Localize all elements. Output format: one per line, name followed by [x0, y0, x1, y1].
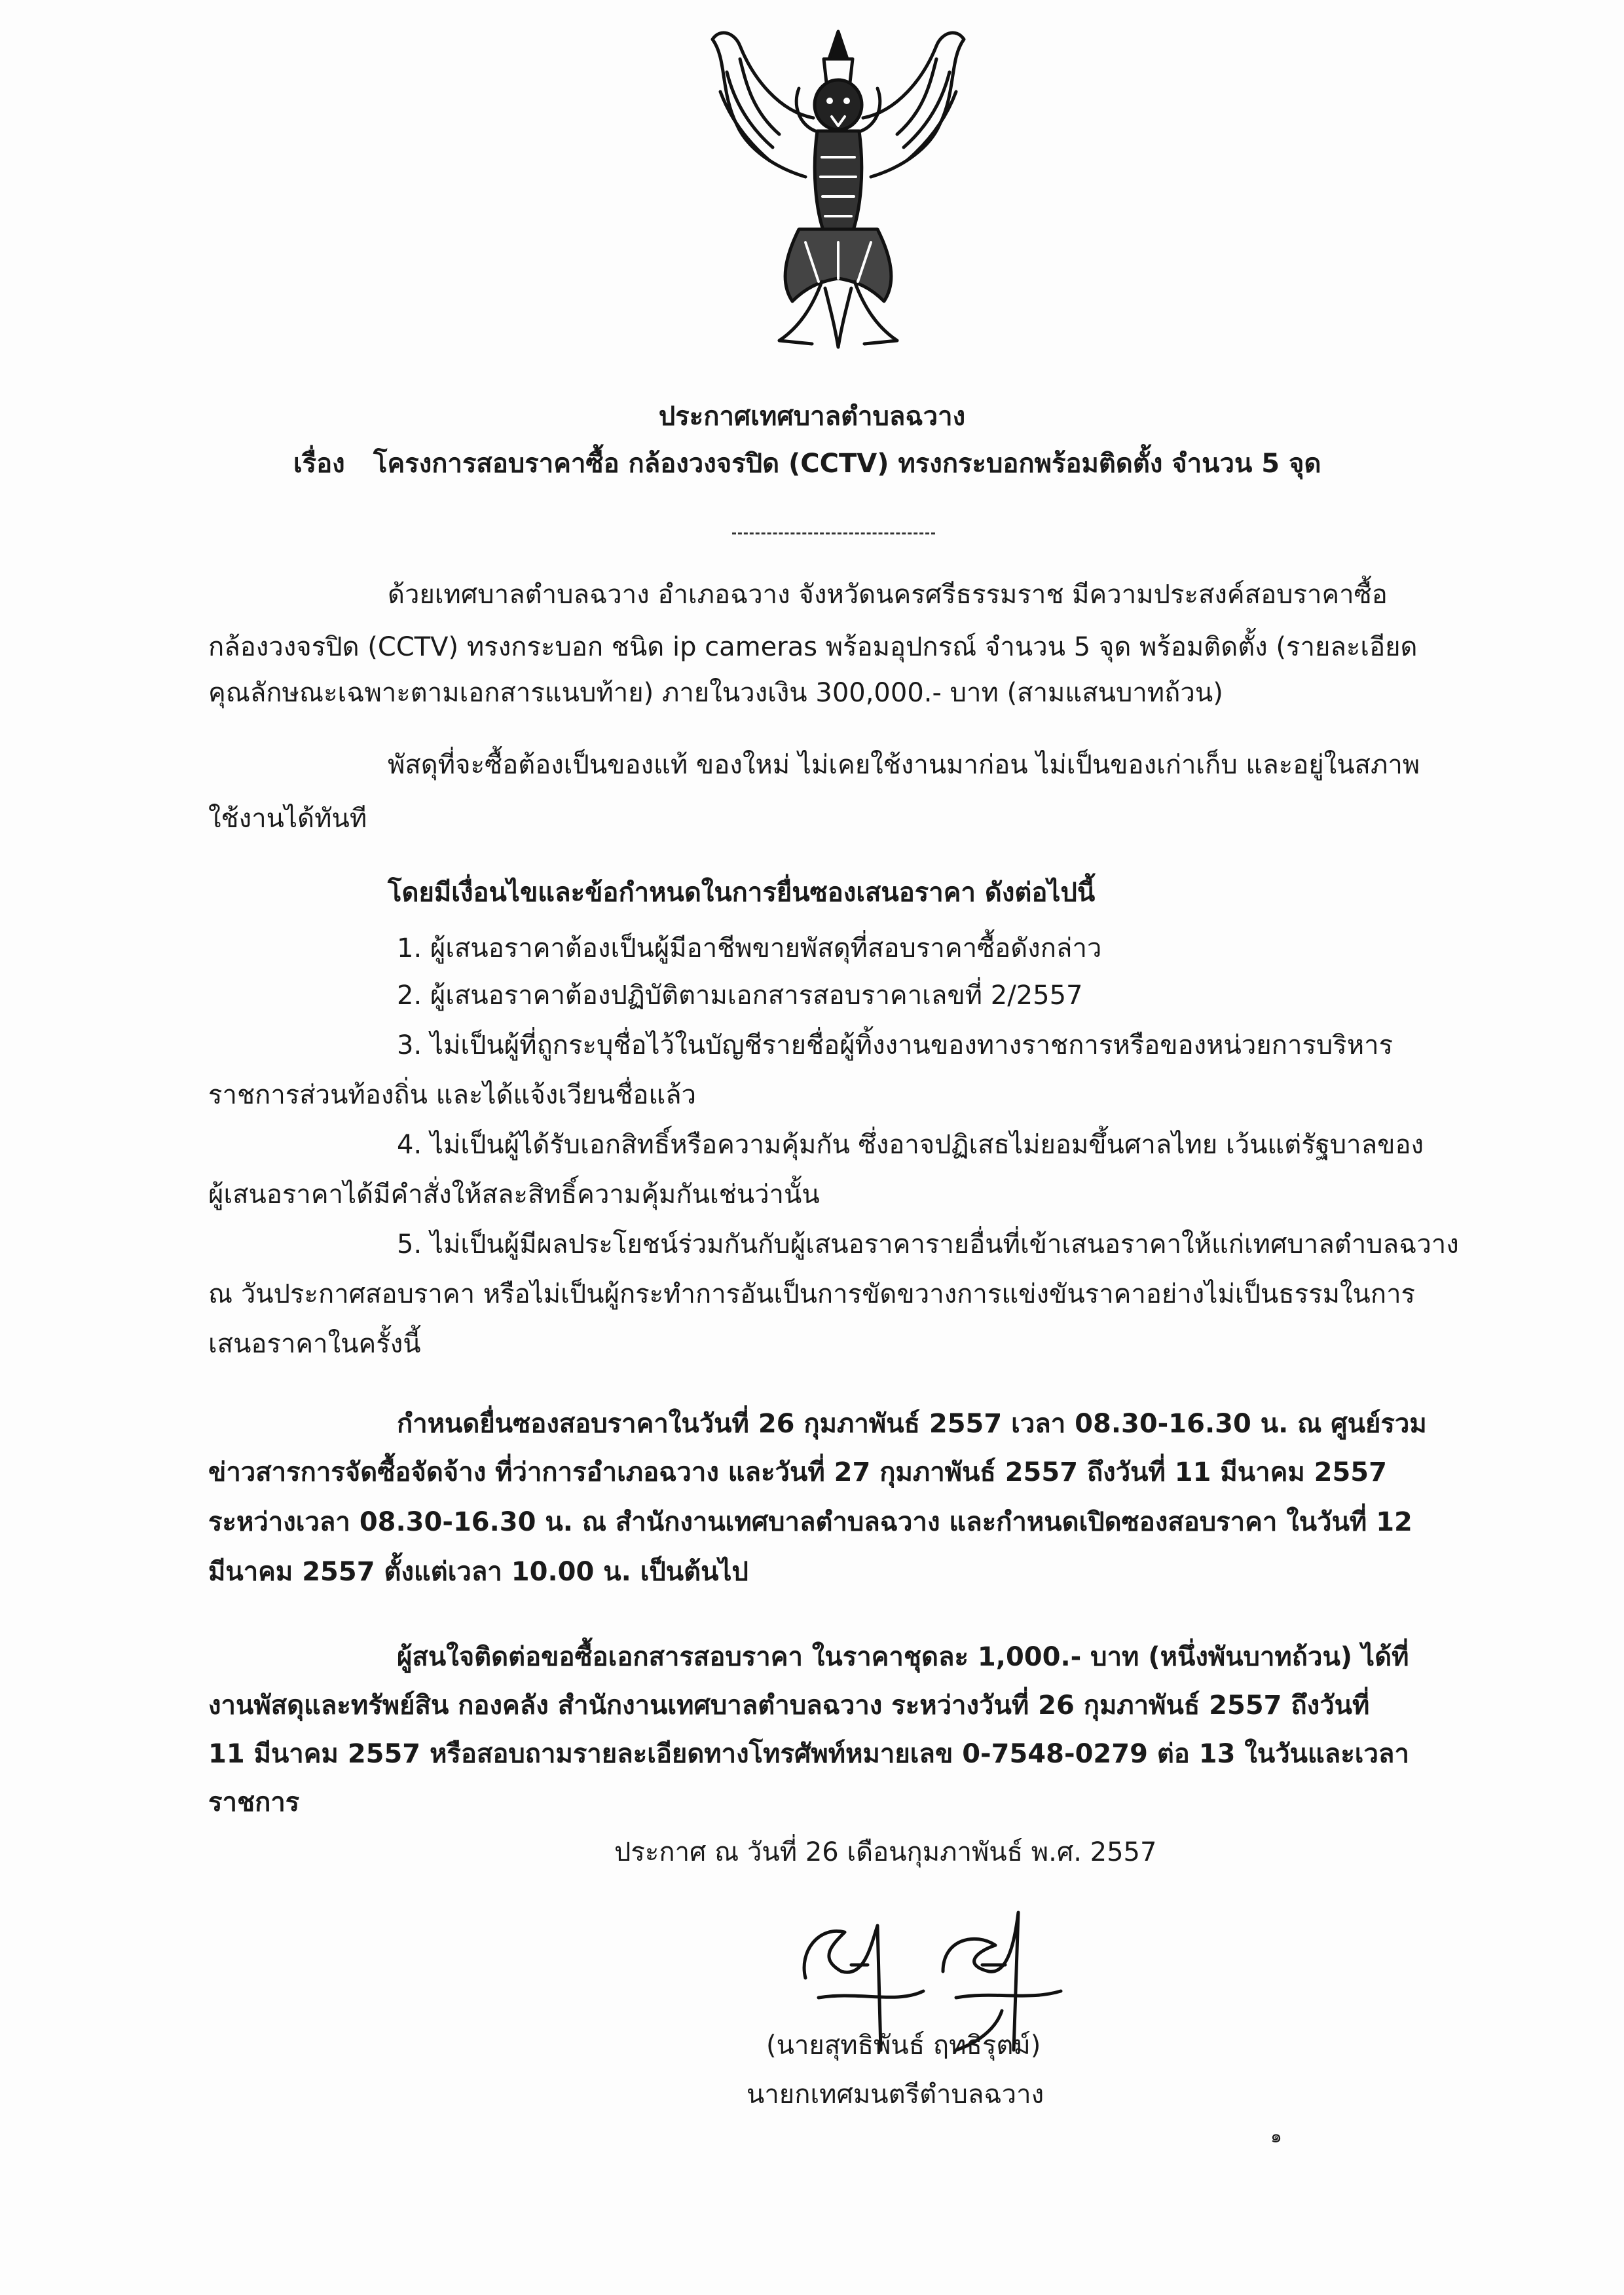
paragraph-line: คุณลักษณะเฉพาะตามเอกสารแนบท้าย) ภายในวงเงิน 300,000.- บาท (สามแสนบาทถ้วน) [208, 678, 1223, 708]
paragraph-line: ด้วยเทศบาลตำบลฉวาง อำเภอฉวาง จังหวัดนครศรีธรรมราช มีความประสงค์สอบราคาซื้อ [388, 580, 1388, 610]
signer-name: (นายสุทธิพันธ์ ฤทธิรุตม์) [766, 2030, 1041, 2061]
condition-item: 1. ผู้เสนอราคาต้องเป็นผู้มีอาชีพขายพัสดุที่สอบราคาซื้อดังกล่าว [397, 933, 1102, 963]
condition-item: 2. ผู้เสนอราคาต้องปฏิบัติตามเอกสารสอบราคาเลขที่ 2/2557 [397, 980, 1083, 1011]
subject-text: โครงการสอบราคาซื้อ กล้องวงจรปิด (CCTV) ทรงกระบอกพร้อมติดตั้ง จำนวน 5 จุด [373, 449, 1321, 479]
subject-label: เรื่อง [293, 449, 345, 479]
paragraph-line: กล้องวงจรปิด (CCTV) ทรงกระบอก ชนิด ip cameras พร้อมอุปกรณ์ จำนวน 5 จุด พร้อมติดตั้ง (รายละเอียด [208, 632, 1418, 662]
paragraph-line: พัสดุที่จะซื้อต้องเป็นของแท้ ของใหม่ ไม่เคยใช้งานมาก่อน ไม่เป็นของเก่าเก็บ และอยู่ในสภาพ [388, 750, 1420, 780]
contact-line: ราชการ [208, 1787, 300, 1818]
contact-line: งานพัสดุและทรัพย์สิน กองคลัง สำนักงานเทศบาลตำบลฉวาง ระหว่างวันที่ 26 กุมภาพันธ์ 2557 ถึงวันที่ [208, 1690, 1370, 1721]
contact-line: 11 มีนาคม 2557 หรือสอบถามรายละเอียดทางโทรศัพท์หมายเลข 0-7548-0279 ต่อ 13 ในวันและเวลา [208, 1739, 1409, 1769]
condition-item-continued: ณ วันประกาศสอบราคา หรือไม่เป็นผู้กระทำการอันเป็นการขัดขวางการแข่งขันราคาอย่างไม่เป็นธรรมในการ [208, 1279, 1416, 1309]
announcement-title: ประกาศเทศบาลตำบลฉวาง [658, 401, 966, 432]
condition-item: 5. ไม่เป็นผู้มีผลประโยชน์ร่วมกันกับผู้เสนอราคารายอื่นที่เข้าเสนอราคาให้แก่เทศบาลตำบลฉวาง [397, 1229, 1459, 1259]
header-divider [732, 532, 935, 534]
schedule-line: ข่าวสารการจัดซื้อจัดจ้าง ที่ว่าการอำเภอฉวาง และวันที่ 27 กุมภาพันธ์ 2557 ถึงวันที่ 11 มีนาคม 2557 [208, 1457, 1387, 1487]
condition-item-continued: ผู้เสนอราคาได้มีคำสั่งให้สละสิทธิ์ความคุ้มกันเช่นว่านั้น [208, 1180, 820, 1210]
conditions-heading: โดยมีเงื่อนไขและข้อกำหนดในการยื่นซองเสนอราคา ดังต่อไปนี้ [388, 878, 1096, 908]
signer-title: นายกเทศมนตรีตำบลฉวาง [747, 2080, 1044, 2110]
condition-item-continued: เสนอราคาในครั้งนี้ [208, 1329, 421, 1359]
condition-item: 3. ไม่เป็นผู้ที่ถูกระบุชื่อไว้ในบัญชีรายชื่อผู้ทิ้งงานของทางราชการหรือของหน่วยการบริหาร [397, 1030, 1393, 1060]
schedule-line: มีนาคม 2557 ตั้งแต่เวลา 10.00 น. เป็นต้นไป [208, 1557, 748, 1587]
schedule-line: กำหนดยื่นซองสอบราคาในวันที่ 26 กุมภาพันธ์ 2557 เวลา 08.30-16.30 น. ณ ศูนย์รวม [397, 1409, 1427, 1439]
condition-item: 4. ไม่เป็นผู้ได้รับเอกสิทธิ์หรือความคุ้มกัน ซึ่งอาจปฏิเสธไม่ยอมขึ้นศาลไทย เว้นแต่รัฐบาลของ [397, 1130, 1424, 1160]
condition-item-continued: ราชการส่วนท้องถิ่น และได้แจ้งเวียนชื่อแล้ว [208, 1080, 697, 1110]
announcement-date: ประกาศ ณ วันที่ 26 เดือนกุมภาพันธ์ พ.ศ. 2557 [614, 1837, 1157, 1867]
paragraph-line: ใช้งานได้ทันที [208, 804, 367, 834]
page-mark: ๑ [1270, 2125, 1282, 2147]
garuda-emblem-icon [701, 20, 976, 354]
schedule-line: ระหว่างเวลา 08.30-16.30 น. ณ สำนักงานเทศบาลตำบลฉวาง และกำหนดเปิดซองสอบราคา ในวันที่ 12 [208, 1507, 1412, 1537]
contact-line: ผู้สนใจติดต่อขอซื้อเอกสารสอบราคา ในราคาชุดละ 1,000.- บาท (หนึ่งพันบาทถ้วน) ได้ที่ [397, 1642, 1409, 1672]
